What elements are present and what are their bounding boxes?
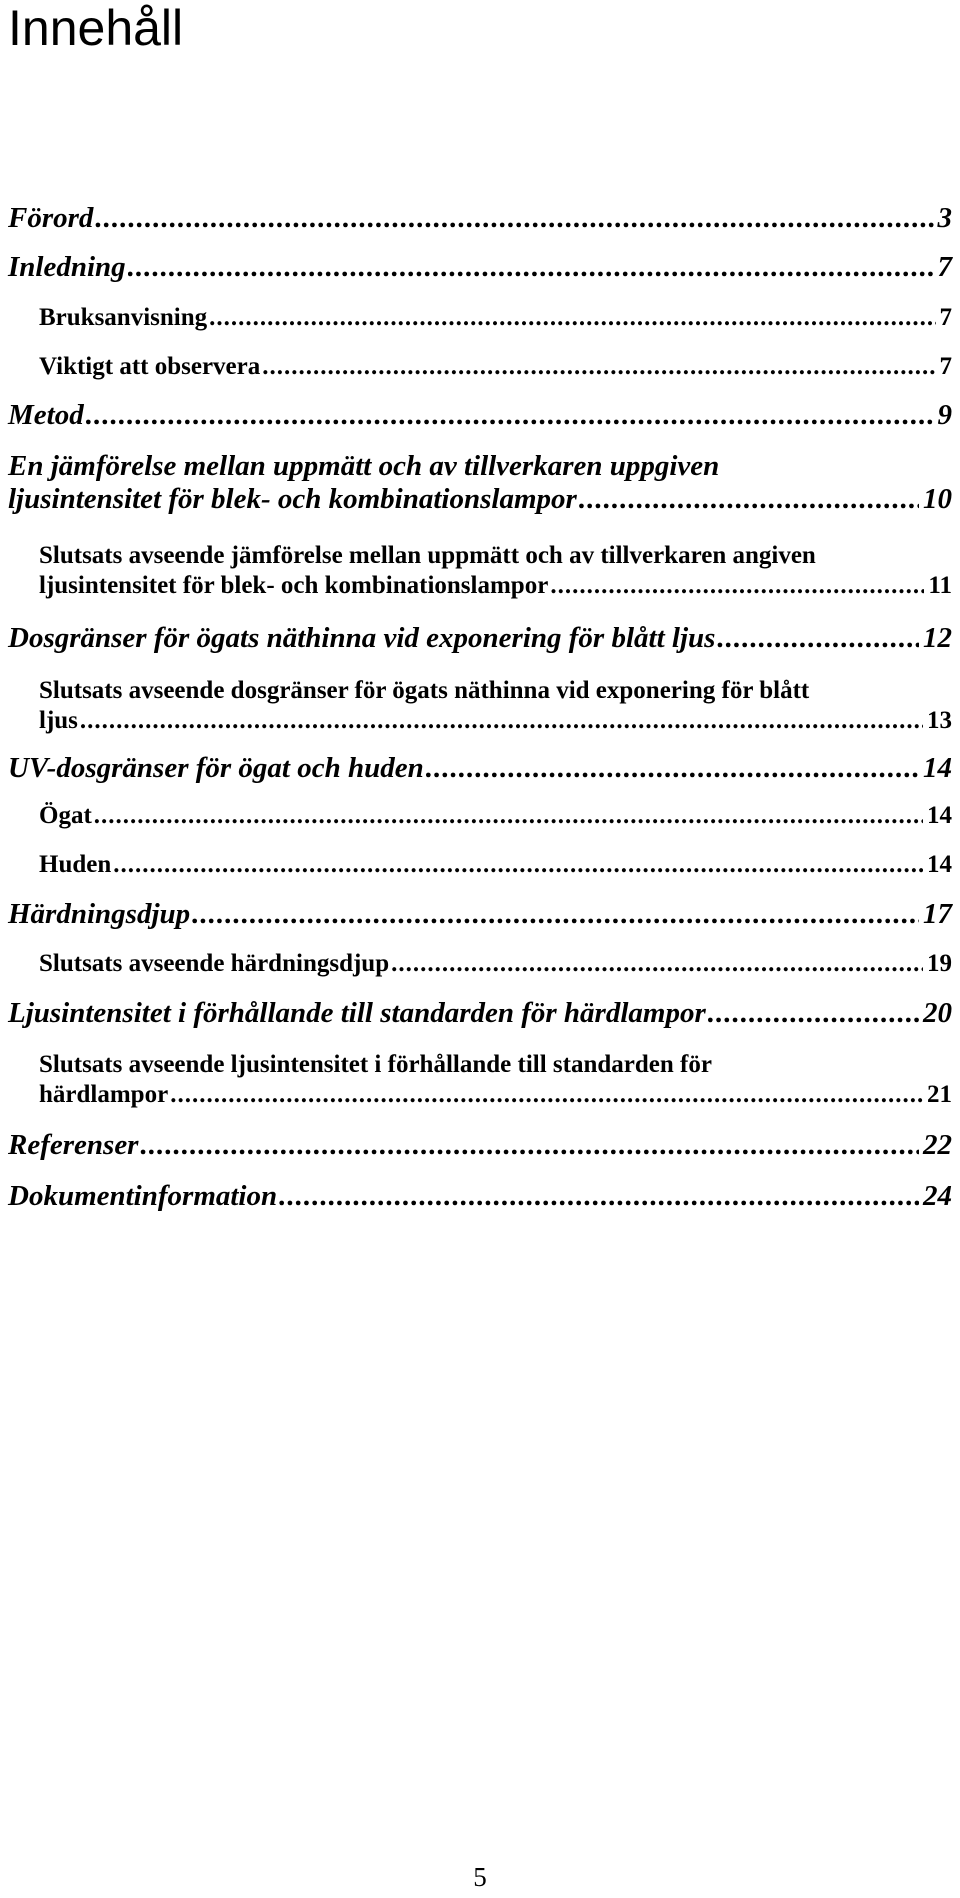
toc-entry-slutsats-jamforelse[interactable] [39,539,952,600]
toc-entry-title: Huden [39,851,112,878]
dot-leader [140,1129,919,1162]
dot-leader [717,622,919,655]
dot-leader [128,251,934,284]
toc-entry-title: Bruksanvisning [39,304,208,331]
toc-entry-title: Förord [8,202,94,234]
toc-page-number: 20 [923,997,952,1029]
toc-page-number: 22 [923,1129,952,1161]
toc-entry-inledning[interactable] [8,251,952,284]
toc-page-number: 7 [939,304,952,331]
toc-entry-title-line1: Slutsats avseende ljusintensitet i förhållande till standarden för [39,1051,712,1078]
toc-entry-bruksanvisning[interactable] [39,304,952,332]
toc-entry-slutsats-dosgranser[interactable] [39,674,952,735]
toc-entry-title: Ljusintensitet i förhållande till standarden för härdlampor [8,997,706,1029]
toc-entry-dokumentinformation[interactable] [8,1180,952,1213]
toc-entry-title: Härdningsdjup [8,898,191,930]
toc-page-number: 24 [923,1180,952,1212]
dot-leader [95,202,933,235]
toc-entry-title: ljus [39,707,78,734]
toc-entry-title-line1: Slutsats avseende jämförelse mellan uppmätt och av tillverkaren angiven [39,542,816,569]
toc-page-number: 10 [923,483,952,515]
toc-entry-title: ljusintensitet för blek- och kombinationslampor [8,483,577,515]
dot-leader [262,353,935,381]
toc-entry-jamforelse[interactable] [8,450,952,516]
toc-entry-ljusintensitet-standarden[interactable] [8,997,952,1030]
toc-entry-title-line1: En jämförelse mellan uppmätt och av tillverkaren uppgiven [8,450,720,482]
toc-entry-title: Inledning [8,251,126,283]
dot-leader [94,802,923,830]
toc-entry-title: Viktigt att observera [39,353,261,380]
toc-entry-title: Dokumentinformation [8,1180,278,1212]
toc-page-number: 14 [927,802,952,829]
toc-entry-title: Referenser [8,1129,139,1161]
toc-page-number: 17 [923,898,952,930]
dot-leader [550,572,924,600]
toc-page-number: 7 [937,251,952,283]
toc-page-number: 19 [927,950,952,977]
dot-leader [708,997,919,1030]
toc-entry-slutsats-ljusintensitet[interactable] [39,1048,952,1109]
toc-entry-viktigt-att-observera[interactable] [39,353,952,381]
dot-leader [192,898,919,931]
toc-page-number: 9 [937,399,952,431]
toc-entry-title: Slutsats avseende härdningsdjup [39,950,390,977]
toc-entry-dosgranser[interactable] [8,622,952,655]
toc-entry-huden[interactable] [39,851,952,879]
dot-leader [113,851,923,879]
toc-entry-slutsats-hardningsdjup[interactable] [39,950,952,978]
toc-page-number: 13 [927,707,952,734]
dot-leader [209,304,935,332]
dot-leader [279,1180,919,1213]
dot-leader [579,483,919,516]
toc-page-number: 3 [937,202,952,234]
toc-entry-title: Ögat [39,802,92,829]
toc-entry-forord[interactable] [8,202,952,235]
toc-page-number: 21 [927,1081,952,1108]
toc-entry-title: Dosgränser för ögats näthinna vid exponering för blått ljus [8,622,716,654]
dot-leader [86,399,934,432]
toc-entry-title: ljusintensitet för blek- och kombinationslampor [39,572,549,599]
toc-page-number: 11 [928,572,952,599]
toc-page-number: 14 [927,851,952,878]
page-number: 5 [473,1862,487,1892]
dot-leader [80,707,923,735]
toc-page-number: 14 [923,752,952,784]
toc-entry-hardningsdjup[interactable] [8,898,952,931]
toc-entry-referenser[interactable] [8,1129,952,1162]
toc-entry-title: härdlampor [39,1081,169,1108]
toc-entry-metod[interactable] [8,399,952,432]
toc-entry-title: Metod [8,399,84,431]
toc-entry-title: UV-dosgränser för ögat och huden [8,752,424,784]
toc-entry-uv-dosgranser[interactable] [8,752,952,785]
page-title: Innehåll [8,0,184,56]
toc-entry-ogat[interactable] [39,802,952,830]
dot-leader [170,1081,923,1109]
dot-leader [391,950,923,978]
toc-page-number: 7 [939,353,952,380]
toc-page-number: 12 [923,622,952,654]
toc-entry-title-line1: Slutsats avseende dosgränser för ögats näthinna vid exponering för blått [39,677,810,704]
dot-leader [426,752,919,785]
